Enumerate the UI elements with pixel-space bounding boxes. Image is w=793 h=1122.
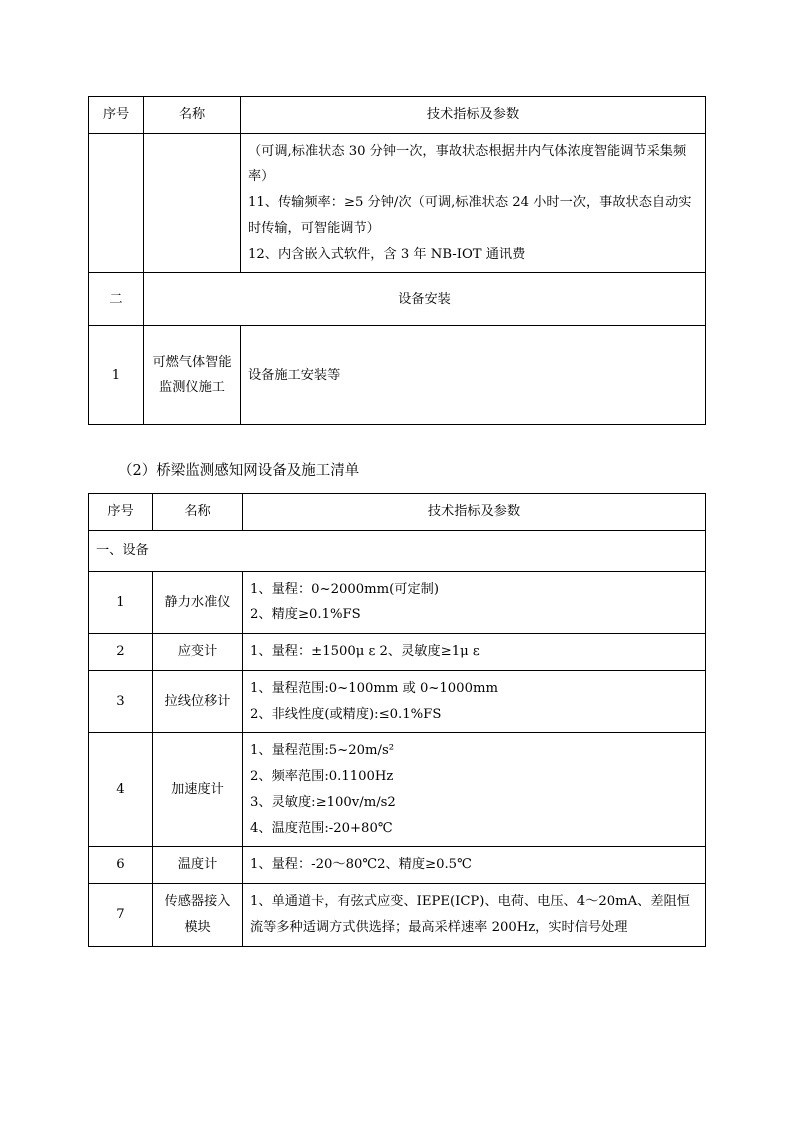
spec-line: 11、传输频率：≥5 分钟/次（可调,标准状态 24 小时一次，事故状态自动实时传输，可智能调节） bbox=[248, 195, 692, 236]
row-spec bbox=[241, 133, 706, 273]
column-header-spec: 技术指标及参数 bbox=[241, 97, 706, 134]
column-header-name: 名称 bbox=[153, 494, 243, 531]
spec-line: （可调,标准状态 30 分钟一次，事故状态根据井内气体浓度智能调节采集频率） bbox=[248, 143, 687, 185]
table-section-row bbox=[89, 273, 706, 326]
section-title: 设备安装 bbox=[144, 273, 706, 326]
gas-monitor-table-container bbox=[88, 96, 706, 425]
spec-line: 4、温度范围:-20+80℃ bbox=[250, 820, 393, 836]
table-row bbox=[89, 847, 706, 884]
table-row bbox=[89, 733, 706, 847]
spec-line: 2、非线性度(或精度):≤0.1%FS bbox=[250, 706, 442, 722]
table-header-row bbox=[89, 494, 706, 531]
spec-line: 1、单通道卡，有弦式应变、IEPE(ICP)、电荷、电压、4～20mA、差阻恒流等多种适调方式供选择；最高采样速率 200Hz，实时信号处理 bbox=[250, 894, 690, 935]
row-spec bbox=[243, 847, 706, 884]
table-row bbox=[89, 670, 706, 732]
column-header-spec: 技术指标及参数 bbox=[243, 494, 706, 531]
spec-line: 12、内含嵌入式软件，含 3 年 NB-IOT 通讯费 bbox=[248, 246, 526, 262]
row-seq: 2 bbox=[89, 634, 153, 671]
row-spec bbox=[243, 733, 706, 847]
gas-monitor-table bbox=[88, 96, 706, 425]
page-title: （2）桥梁监测感知网设备及施工清单 bbox=[118, 463, 360, 479]
spec-line: 1、量程：0~2000mm(可定制) bbox=[250, 581, 440, 597]
row-seq: 1 bbox=[89, 571, 153, 633]
row-spec bbox=[243, 571, 706, 633]
row-seq: 7 bbox=[89, 884, 153, 946]
row-seq: 1 bbox=[89, 326, 144, 425]
section-heading-container bbox=[118, 460, 359, 483]
row-spec bbox=[241, 326, 706, 425]
row-name: 可燃气体智能监测仪施工 bbox=[144, 326, 241, 425]
row-seq bbox=[89, 133, 144, 273]
column-header-seq: 序号 bbox=[89, 97, 144, 134]
spec-line: 1、量程范围:5~20m/s² bbox=[250, 743, 394, 759]
table-row bbox=[89, 571, 706, 633]
row-seq: 3 bbox=[89, 670, 153, 732]
table-section-row bbox=[89, 530, 706, 571]
table-row bbox=[89, 634, 706, 671]
row-name: 静力水准仪 bbox=[153, 571, 243, 633]
row-name bbox=[144, 133, 241, 273]
table-row bbox=[89, 326, 706, 425]
row-name: 温度计 bbox=[153, 847, 243, 884]
table-row bbox=[89, 884, 706, 946]
column-header-seq: 序号 bbox=[89, 494, 153, 531]
row-spec bbox=[243, 670, 706, 732]
spec-line: 设备施工安装等 bbox=[248, 367, 341, 383]
spec-line: 2、频率范围:0.1100Hz bbox=[250, 769, 394, 785]
spec-line: 1、量程：±1500μ ε 2、灵敏度≥1μ ε bbox=[250, 644, 480, 660]
row-name: 传感器接入模块 bbox=[153, 884, 243, 946]
column-header-name: 名称 bbox=[144, 97, 241, 134]
spec-line: 2、精度≥0.1%FS bbox=[250, 607, 361, 623]
table-header-row bbox=[89, 97, 706, 134]
spec-line: 1、量程范围:0~100mm 或 0~1000mm bbox=[250, 680, 498, 696]
row-seq: 4 bbox=[89, 733, 153, 847]
table-row bbox=[89, 133, 706, 273]
row-seq: 6 bbox=[89, 847, 153, 884]
bridge-monitor-table-container bbox=[88, 493, 706, 947]
row-name: 拉线位移计 bbox=[153, 670, 243, 732]
row-spec bbox=[243, 634, 706, 671]
row-name: 应变计 bbox=[153, 634, 243, 671]
spec-line: 3、灵敏度:≥100v/m/s2 bbox=[250, 794, 396, 810]
row-name: 加速度计 bbox=[153, 733, 243, 847]
row-spec bbox=[243, 884, 706, 946]
section-title: 一、设备 bbox=[89, 530, 706, 571]
section-seq: 二 bbox=[89, 273, 144, 326]
bridge-monitor-table bbox=[88, 493, 706, 947]
spec-line: 1、量程：-20～80℃2、精度≥0.5℃ bbox=[250, 857, 472, 873]
